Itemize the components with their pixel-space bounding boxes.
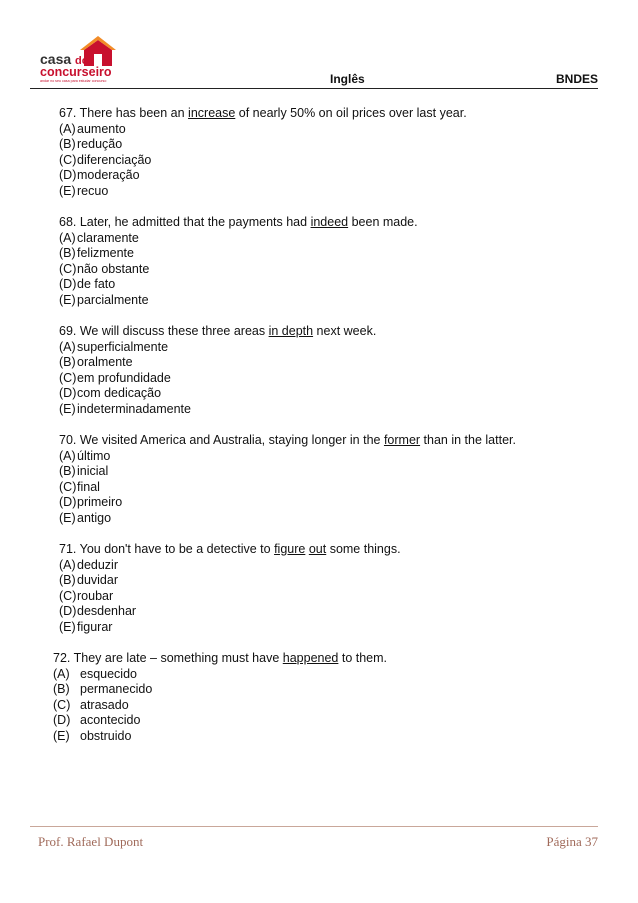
option-e — [59, 293, 418, 309]
option-text: felizmente — [77, 246, 134, 261]
stem-text: next week. — [313, 324, 377, 338]
stem-text: 71. You don't have to be a detective to — [59, 542, 275, 556]
option-c — [59, 371, 376, 387]
option-e — [59, 184, 467, 200]
option-text: figurar — [77, 619, 113, 634]
stem-text: 72. They are late – something must have — [53, 651, 283, 665]
stem-text: of nearly 50% on oil prices over last year. — [235, 106, 467, 120]
option-letter: (C) — [59, 152, 77, 167]
question-68 — [59, 215, 418, 309]
option-letter: (D) — [59, 604, 77, 619]
option-text: moderação — [77, 168, 140, 183]
option-letter: (C) — [59, 588, 77, 603]
casa-do-concurseiro-logo — [38, 36, 148, 86]
page-header — [30, 36, 598, 86]
option-a — [59, 340, 376, 356]
option-c — [59, 153, 467, 169]
option-text: recuo — [77, 183, 109, 198]
option-b — [59, 246, 418, 262]
option-text: permanecido — [80, 682, 153, 697]
question-stem — [59, 324, 376, 340]
option-letter: (D) — [59, 168, 77, 183]
option-letter: (E) — [59, 619, 76, 634]
option-c — [59, 589, 401, 605]
option-letter: (E) — [59, 183, 76, 198]
option-e — [59, 402, 376, 418]
option-text: deduzir — [77, 557, 118, 572]
question-71 — [59, 542, 401, 636]
underlined-term: increase — [188, 106, 236, 120]
underlined-term: indeed — [310, 215, 349, 229]
option-letter: (A) — [59, 230, 76, 245]
option-text: desdenhar — [77, 604, 137, 619]
logo-word-do: do — [75, 55, 89, 67]
option-text: atrasado — [80, 697, 129, 712]
question-stem — [59, 433, 516, 449]
option-letter: (B) — [59, 355, 76, 370]
question-stem — [59, 542, 401, 558]
option-letter: (A) — [53, 666, 70, 681]
option-text: com dedicação — [77, 386, 162, 401]
option-text: aumento — [77, 121, 126, 136]
option-c — [59, 480, 516, 496]
option-letter: (E) — [59, 510, 76, 525]
question-stem — [59, 106, 467, 122]
option-letter: (E) — [59, 401, 76, 416]
option-text: acontecido — [80, 713, 141, 728]
logo-tagline: andar no seu casa para estudar concurso — [40, 79, 107, 83]
option-d — [59, 386, 376, 402]
stem-text: been made. — [348, 215, 418, 229]
option-letter: (B) — [59, 464, 76, 479]
stem-text: 67. There has been an — [59, 106, 189, 120]
option-text: último — [77, 448, 111, 463]
footer-author: Prof. Rafael Dupont — [38, 834, 144, 849]
question-72 — [53, 651, 387, 745]
option-text: roubar — [77, 588, 114, 603]
stem-text: to them. — [338, 651, 388, 665]
option-text: redução — [77, 137, 123, 152]
question-67 — [59, 106, 467, 200]
question-stem — [59, 215, 418, 231]
option-b — [59, 355, 376, 371]
option-a — [59, 449, 516, 465]
option-text: oralmente — [77, 355, 133, 370]
option-d — [59, 277, 418, 293]
option-text: em profundidade — [77, 370, 171, 385]
option-letter: (B) — [59, 573, 76, 588]
option-text: duvidar — [77, 573, 118, 588]
option-text: de fato — [77, 277, 116, 292]
option-letter: (D) — [53, 713, 71, 728]
option-d — [53, 713, 387, 729]
option-e — [53, 729, 387, 745]
option-text: obstruido — [80, 728, 132, 743]
option-text: primeiro — [77, 495, 123, 510]
header-exam: BNDES — [555, 72, 598, 86]
option-b — [59, 573, 401, 589]
option-a — [53, 667, 387, 683]
question-70 — [59, 433, 516, 527]
option-text: indeterminadamente — [77, 401, 191, 416]
option-letter: (D) — [59, 386, 77, 401]
option-text: diferenciação — [77, 152, 152, 167]
option-letter: (C) — [59, 261, 77, 276]
option-d — [59, 495, 516, 511]
option-a — [59, 122, 467, 138]
option-text: esquecido — [80, 666, 137, 681]
question-stem — [53, 651, 387, 667]
option-text: final — [77, 479, 100, 494]
option-letter: (A) — [59, 339, 76, 354]
option-d — [59, 604, 401, 620]
option-d — [59, 168, 467, 184]
stem-text: some things. — [326, 542, 401, 556]
header-divider — [30, 88, 598, 89]
logo-word-casa: casa — [40, 51, 72, 67]
underlined-term: figure — [274, 542, 306, 556]
stem-text: 70. We visited America and Australia, staying longer in the — [59, 433, 384, 447]
underlined-term: in depth — [268, 324, 314, 338]
underlined-term: former — [383, 433, 421, 447]
option-letter: (A) — [59, 557, 76, 572]
option-letter: (A) — [59, 448, 76, 463]
option-a — [59, 231, 418, 247]
option-text: superficialmente — [77, 339, 169, 354]
option-c — [59, 262, 418, 278]
option-a — [59, 558, 401, 574]
footer-page-number: Página 37 — [546, 834, 598, 849]
option-text: claramente — [77, 230, 139, 245]
option-c — [53, 698, 387, 714]
footer-divider — [30, 826, 598, 827]
underlined-term: happened — [282, 651, 339, 665]
header-subject: Inglês — [330, 72, 365, 86]
option-letter: (B) — [59, 137, 76, 152]
option-e — [59, 620, 401, 636]
option-b — [59, 464, 516, 480]
option-letter: (E) — [59, 292, 76, 307]
option-letter: (E) — [53, 728, 70, 743]
underlined-term: out — [308, 542, 327, 556]
option-text: inicial — [77, 464, 109, 479]
option-text: antigo — [77, 510, 112, 525]
option-text: parcialmente — [77, 292, 149, 307]
option-letter: (C) — [59, 370, 77, 385]
option-e — [59, 511, 516, 527]
option-text: não obstante — [77, 261, 150, 276]
option-letter: (B) — [53, 682, 70, 697]
logo-word-concurseiro: concurseiro — [40, 65, 112, 79]
stem-text: 69. We will discuss these three areas — [59, 324, 269, 338]
option-letter: (D) — [59, 277, 77, 292]
option-letter: (A) — [59, 121, 76, 136]
stem-text: than in the latter. — [420, 433, 516, 447]
question-69 — [59, 324, 376, 418]
option-letter: (D) — [59, 495, 77, 510]
house-logo-icon — [38, 36, 148, 86]
option-letter: (B) — [59, 246, 76, 261]
option-letter: (C) — [59, 479, 77, 494]
option-b — [53, 682, 387, 698]
option-letter: (C) — [53, 697, 71, 712]
option-b — [59, 137, 467, 153]
stem-text: 68. Later, he admitted that the payments had — [59, 215, 311, 229]
